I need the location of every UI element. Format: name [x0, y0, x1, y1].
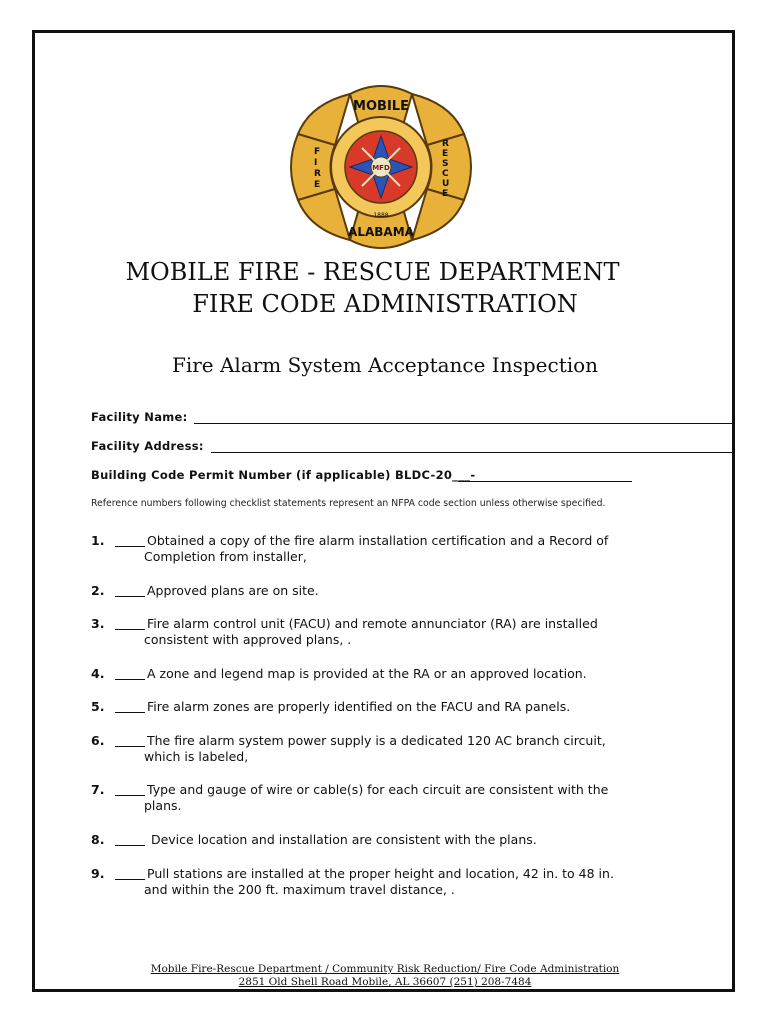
item-checkbox-blank[interactable] — [115, 617, 145, 630]
logo-center-text: MFD — [372, 164, 390, 172]
logo-right-text: R E S C U E — [442, 139, 450, 199]
item-text: Fire alarm control unit (FACU) and remote annunciator (RA) are installed — [147, 616, 598, 631]
logo-bottom-text: ALABAMA — [348, 225, 414, 239]
item-text-continued: which is labeled, — [144, 749, 249, 764]
department-badge-logo — [290, 84, 472, 250]
item-number: 3. — [91, 616, 105, 631]
facility-name-label: Facility Name: — [91, 410, 188, 424]
facility-name-field — [91, 410, 188, 424]
permit-number-label: Building Code Permit Number (if applicable) BLDC-20___- — [91, 468, 476, 482]
logo-top-text: MOBILE — [353, 99, 409, 114]
item-number: 6. — [91, 733, 105, 748]
item-text-continued: plans. — [144, 798, 182, 813]
facility-name-blank[interactable] — [194, 423, 732, 424]
item-text: A zone and legend map is provided at the RA or an approved location. — [147, 666, 587, 681]
facility-address-blank[interactable] — [211, 452, 732, 453]
item-text: Fire alarm zones are properly identified on the FACU and RA panels. — [147, 699, 571, 714]
checklist-item — [91, 733, 606, 765]
item-checkbox-blank[interactable] — [115, 783, 145, 796]
checklist-item — [91, 616, 598, 648]
checklist-item — [91, 782, 608, 814]
permit-number-field — [91, 468, 475, 482]
item-text: Pull stations are installed at the proper height and location, 42 in. to 48 in. — [147, 866, 614, 881]
item-checkbox-blank[interactable] — [115, 833, 145, 846]
item-checkbox-blank[interactable] — [115, 534, 145, 547]
permit-number-blank[interactable] — [458, 481, 632, 482]
logo-year: 1888 — [373, 212, 389, 219]
checklist-item — [91, 533, 608, 565]
item-number: 9. — [91, 866, 105, 881]
item-checkbox-blank[interactable] — [115, 667, 145, 680]
logo-left-text: F I R E — [314, 147, 321, 190]
item-text: Approved plans are on site. — [147, 583, 319, 598]
item-number: 4. — [91, 666, 105, 681]
item-text: Type and gauge of wire or cable(s) for each circuit are consistent with the — [147, 782, 609, 797]
footer-address: 2851 Old Shell Road Mobile, AL 36607 (251) 208-7484 — [238, 976, 532, 988]
checklist-item — [91, 832, 537, 848]
item-checkbox-blank[interactable] — [115, 584, 145, 597]
item-text: The fire alarm system power supply is a dedicated 120 AC branch circuit, — [147, 733, 606, 748]
checklist-item — [91, 699, 570, 715]
facility-address-field — [91, 439, 204, 453]
item-text-continued: and within the 200 ft. maximum travel distance, . — [144, 882, 455, 897]
footer-line1: Mobile Fire-Rescue Department / Community Risk Reduction/ Fire Code Administration — [150, 963, 620, 975]
reference-note: Reference numbers following checklist statements represent an NFPA code section unless otherwise specified. — [91, 498, 606, 509]
item-text-continued: consistent with approved plans, . — [144, 632, 352, 647]
item-number: 2. — [91, 583, 105, 598]
item-text: Device location and installation are consistent with the plans. — [147, 832, 537, 847]
checklist-item — [91, 866, 614, 898]
item-text: Obtained a copy of the fire alarm installation certification and a Record of — [147, 533, 609, 548]
item-checkbox-blank[interactable] — [115, 734, 145, 747]
facility-address-label: Facility Address: — [91, 439, 204, 453]
division-title: FIRE CODE ADMINISTRATION — [192, 290, 578, 318]
checklist-item — [91, 583, 319, 599]
item-checkbox-blank[interactable] — [115, 867, 145, 880]
checklist-item — [91, 666, 587, 682]
item-number: 7. — [91, 782, 105, 797]
item-number: 8. — [91, 832, 105, 847]
item-checkbox-blank[interactable] — [115, 700, 145, 713]
department-title: MOBILE FIRE - RESCUE DEPARTMENT — [125, 258, 620, 286]
form-title: Fire Alarm System Acceptance Inspection — [171, 353, 599, 377]
item-number: 1. — [91, 533, 105, 548]
item-text-continued: Completion from installer, — [144, 549, 307, 564]
item-number: 5. — [91, 699, 105, 714]
